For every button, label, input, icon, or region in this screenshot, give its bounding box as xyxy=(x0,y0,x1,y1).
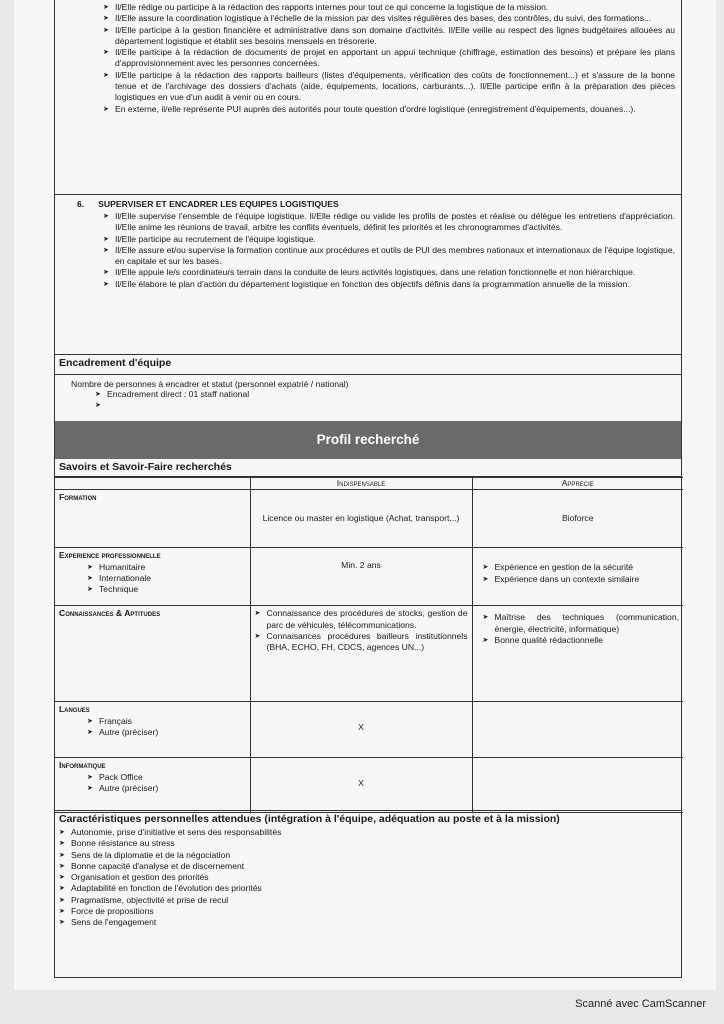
table-row xyxy=(55,702,683,758)
list-item: ➤ Il/Elle participe à la rédaction de documents de projet en apportant un appui technique (chiffrage, estimation des besoins) et prépare les plans d'approvisionnement avec les personnes concernées. xyxy=(103,47,675,69)
row-label-formation: Formation xyxy=(55,490,250,548)
row-label-langues: Langues xyxy=(59,704,90,715)
caracteristiques-section xyxy=(55,810,681,978)
list-item: ➤ Il/Elle supervise l'ensemble de l'équipe logistique. Il/Elle rédige ou valide les profils de postes et réalise ou délègue les entretiens d'appréciation. Il/Elle anime les réunions de travail, arbitre les conflits éventuels, définit les priorités et les chronogrammes d'activités. xyxy=(103,211,675,233)
arrow-bullet-icon: ➤ xyxy=(103,4,109,11)
arrow-bullet-icon: ➤ xyxy=(482,575,489,583)
list-item: ➤ Sens de l'engagement xyxy=(59,917,157,928)
list-item: ➤ Il/Elle assure et/ou supervise la formation continue aux procédures et outils de PUI des membres nationaux et internationaux de l'équipe logistique, en capitale et sur les bases. xyxy=(103,244,675,267)
encadrement-intro: Nombre de personnes à encadrer et statut (personnel expatrié / national) xyxy=(71,379,349,389)
list-item: ➤ Bonne résistance au stress xyxy=(59,838,175,849)
arrow-bullet-icon: ➤ xyxy=(254,632,261,640)
formation-apprecie: Bioforce xyxy=(472,490,683,548)
arrow-bullet-icon: ➤ xyxy=(103,105,109,113)
list-item: ➤ Autre (préciser) xyxy=(87,782,159,793)
table-row xyxy=(55,490,683,548)
profil-banner: Profil recherché xyxy=(55,421,681,459)
connaissances-apprecie xyxy=(472,606,683,702)
informatique-indispensable: X xyxy=(250,758,472,813)
arrow-bullet-icon: ➤ xyxy=(87,586,93,594)
list-item: ➤ Il/Elle participe à la rédaction des rapports bailleurs (listes d'équipements, vérification des coûts de fonctionnement...) et s'assure de la bonne tenue et de l'archivage des dossiers d'achats (aide, équipements, locations, carburants...). Il/Elle participe enfin à la préparation des pièces logistiques en vue d'un audit à venir ou en cours. xyxy=(103,69,675,103)
experience-cell xyxy=(55,548,250,606)
list-item: ➤ Français xyxy=(87,715,132,726)
document-frame xyxy=(54,0,682,978)
connaissances-indispensable xyxy=(250,606,472,702)
arrow-bullet-icon: ➤ xyxy=(482,564,489,572)
camscanner-watermark: Scanné avec CamScanner xyxy=(575,998,706,1010)
arrow-bullet-icon: ➤ xyxy=(59,874,65,882)
table-row xyxy=(55,758,683,813)
list-item: ➤ Il/Elle participe à la gestion financière et administrative dans son domaine d'activités. Il/Elle veille au respect des lignes budgétaires allouées au département logistique et établit ses besoins mensuels en trésorerie. xyxy=(103,24,675,46)
arrow-bullet-icon: ➤ xyxy=(59,851,65,859)
langues-indispensable: X xyxy=(250,702,472,758)
encadrement-section xyxy=(55,355,681,421)
arrow-bullet-icon: ➤ xyxy=(59,829,65,836)
encadrement-title: Encadrement d'équipe xyxy=(55,355,681,375)
table-row xyxy=(55,606,683,702)
list-item: ➤ Bonne capacité d'analyse et de discernement xyxy=(59,860,245,871)
list-item: ➤ Humanitaire xyxy=(87,561,146,572)
arrow-bullet-icon: ➤ xyxy=(482,614,489,622)
arrow-bullet-icon: ➤ xyxy=(87,784,93,792)
arrow-bullet-icon: ➤ xyxy=(103,269,109,277)
arrow-bullet-icon: ➤ xyxy=(87,563,93,571)
list-item: ➤ Encadrement direct : 01 staff national xyxy=(95,389,250,399)
list-item: ➤ Expérience dans un contexte similaire xyxy=(482,573,640,584)
header-apprecie: Apprecie xyxy=(472,478,683,490)
list-item: ➤ Il/Elle élabore le plan d'action du département logistique en fonction des objectifs définis dans la programmation annuelle de la mission. xyxy=(103,278,630,289)
list-item: ➤ Autre (préciser) xyxy=(87,726,159,737)
list-item: ➤ En externe, il/elle représente PUI auprès des autorités pour toute question d'ordre logistique (enregistrement d'équipements, douanes...). xyxy=(103,103,636,114)
list-item: ➤ Il/Elle appuie le/s coordinateurs terrain dans la conduite de leurs activités logistiques, dans une relation fonctionnelle et non hiérarchique. xyxy=(103,267,636,278)
list-item: ➤ Maîtrise des techniques (communication, énergie, électricité, informatique) xyxy=(482,612,679,634)
arrow-bullet-icon: ➤ xyxy=(87,728,93,736)
list-item: ➤ Connaisances procédures bailleurs institutionnels (BHA, ECHO, FH, CDCS, agences UN...) xyxy=(254,630,468,653)
list-item: ➤ Force de propositions xyxy=(59,906,154,917)
list-item: ➤ Technique xyxy=(87,584,139,595)
arrow-bullet-icon: ➤ xyxy=(254,610,261,618)
arrow-bullet-icon: ➤ xyxy=(59,896,65,904)
scanned-page xyxy=(14,0,716,990)
section-6-heading: 6. SUPERVISER ET ENCADRER LES EQUIPES LOGISTIQUES xyxy=(77,199,339,209)
row-label-connaissances: Connaissances & Aptitudes xyxy=(55,606,250,702)
requirements-table xyxy=(55,477,683,813)
langues-apprecie xyxy=(472,702,683,758)
arrow-bullet-icon: ➤ xyxy=(59,908,65,916)
list-item: ➤ Il/Elle participe au recrutement de l'équipe logistique. xyxy=(103,233,316,244)
arrow-bullet-icon: ➤ xyxy=(87,773,93,781)
arrow-bullet-icon: ➤ xyxy=(95,402,101,410)
arrow-bullet-icon: ➤ xyxy=(59,840,65,848)
informatique-apprecie xyxy=(472,758,683,813)
list-item: ➤ Organisation et gestion des priorités xyxy=(59,872,209,883)
list-item: ➤ Autonomie, prise d'initiative et sens des responsabilités xyxy=(59,827,282,837)
list-item: ➤ Pack Office xyxy=(87,771,143,782)
arrow-bullet-icon: ➤ xyxy=(103,49,109,57)
experience-indispensable: Min. 2 ans xyxy=(250,548,472,606)
row-label-experience: Experience professionnelle xyxy=(59,550,161,561)
arrow-bullet-icon: ➤ xyxy=(482,636,489,644)
list-item: ➤ Sens de la diplomatie et de la négociation xyxy=(59,849,231,860)
list-item: ➤ Bonne qualité rédactionnelle xyxy=(482,634,603,645)
list-item: ➤ Il/Elle assure la coordination logistique à l'échelle de la mission par des visites régulières des bases, des contrôles, du suivi, des formations... xyxy=(103,13,652,24)
table-header-row xyxy=(55,478,683,490)
formation-indispensable: Licence ou master en logistique (Achat, transport...) xyxy=(250,490,472,548)
header-indispensable: Indispensable xyxy=(250,478,472,490)
section-5-responsibilities xyxy=(55,0,681,195)
langues-cell xyxy=(55,702,250,758)
experience-apprecie xyxy=(472,548,683,606)
list-item: ➤ Internationale xyxy=(87,572,152,583)
list-item: ➤ Connaissance des procédures de stocks, gestion de parc de véhicules, télécommunications. xyxy=(254,608,468,630)
list-item: ➤ Adaptabilité en fonction de l'évolution des priorités xyxy=(59,883,262,894)
arrow-bullet-icon: ➤ xyxy=(103,26,109,34)
list-item: ➤ Pragmatisme, objectivité et prise de recul xyxy=(59,894,229,905)
arrow-bullet-icon: ➤ xyxy=(59,919,65,927)
arrow-bullet-icon: ➤ xyxy=(87,717,93,725)
informatique-cell xyxy=(55,758,250,813)
arrow-bullet-icon: ➤ xyxy=(95,391,101,398)
arrow-bullet-icon: ➤ xyxy=(103,15,109,23)
arrow-bullet-icon: ➤ xyxy=(59,862,65,870)
section-6-supervision xyxy=(55,195,681,355)
table-row xyxy=(55,548,683,606)
arrow-bullet-icon: ➤ xyxy=(103,280,109,288)
arrow-bullet-icon: ➤ xyxy=(87,574,93,582)
arrow-bullet-icon: ➤ xyxy=(103,213,109,220)
caracteristiques-title: Caractéristiques personnelles attendues (intégration à l'équipe, adéquation au poste et à la mission) xyxy=(59,813,560,825)
arrow-bullet-icon: ➤ xyxy=(59,885,65,893)
arrow-bullet-icon: ➤ xyxy=(103,235,109,243)
savoirs-title: Savoirs et Savoir-Faire recherchés xyxy=(55,459,681,477)
arrow-bullet-icon: ➤ xyxy=(103,71,109,79)
arrow-bullet-icon: ➤ xyxy=(103,246,109,254)
row-label-informatique: Informatique xyxy=(59,760,106,771)
list-item: ➤ Expérience en gestion de la sécurité xyxy=(482,562,634,573)
list-item: ➤ Il/Elle rédige ou participe à la rédaction des rapports internes pour tout ce qui concerne la logistique de la mission. xyxy=(103,2,549,12)
